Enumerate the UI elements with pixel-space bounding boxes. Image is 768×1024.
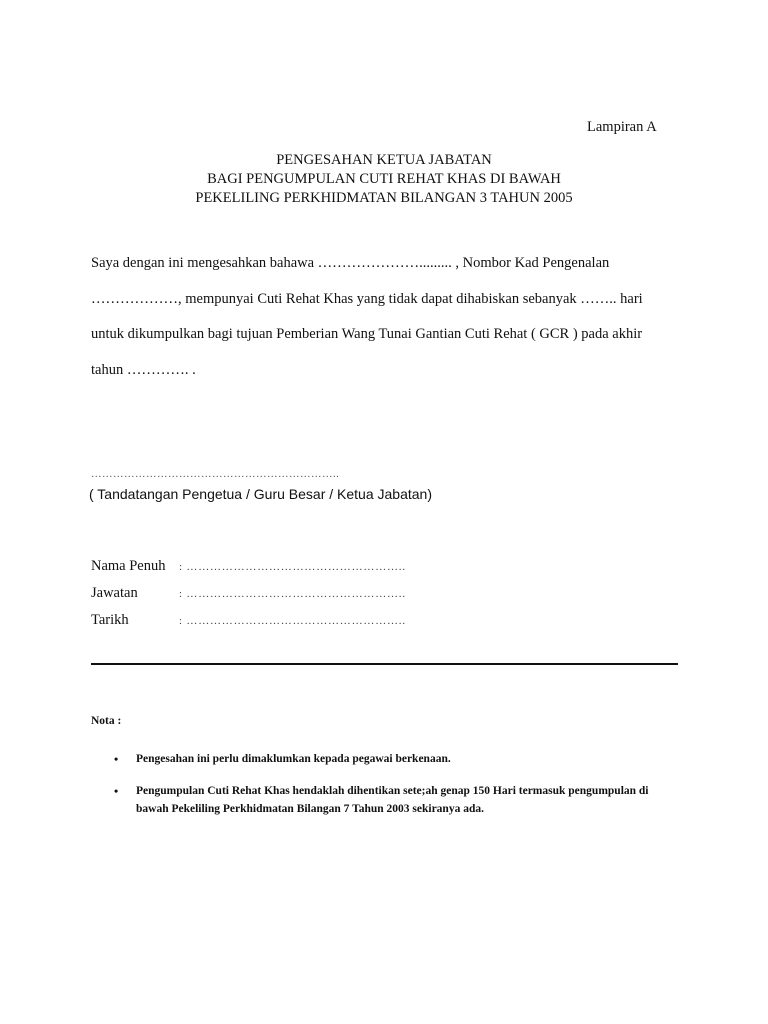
field-label: Nama Penuh: [91, 558, 166, 574]
field-label: Tarikh: [91, 612, 129, 628]
bullet-icon: •: [114, 784, 119, 798]
bullet-icon: •: [114, 752, 119, 766]
field-label: Jawatan: [91, 585, 138, 601]
title-line-3: PEKELILING PERKHIDMATAN BILANGAN 3 TAHUN 2005: [195, 190, 573, 206]
body-line-2: ………………, mempunyai Cuti Rehat Khas yang tidak dapat dihabiskan sebanyak …….. hari: [91, 291, 643, 307]
field-blank: : ………………………………………………..: [179, 561, 406, 573]
title-line-2: BAGI PENGUMPULAN CUTI REHAT KHAS DI BAWAH: [207, 171, 561, 187]
signature-line: …………………………………………………………..: [91, 469, 340, 480]
document-title: [0, 151, 768, 208]
note-text: Pengumpulan Cuti Rehat Khas hendaklah dihentikan sete;ah genap 150 Hari termasuk pengumpulan di bawah Pekeliling Perkhidmatan Bilangan 7 Tahun 2003 sekiranya ada.: [136, 785, 649, 815]
notes-heading: Nota :: [91, 715, 122, 727]
title-line-1: PENGESAHAN KETUA JABATAN: [276, 152, 492, 168]
field-blank: : ………………………………………………..: [179, 615, 406, 627]
body-line-3: untuk dikumpulkan bagi tujuan Pemberian Wang Tunai Gantian Cuti Rehat ( GCR ) pada akhir: [91, 326, 643, 342]
field-jawatan: [91, 585, 406, 602]
body-line-4: tahun …………. .: [91, 362, 196, 378]
attachment-label: Lampiran A: [587, 119, 657, 135]
field-blank: : ………………………………………………..: [179, 588, 406, 600]
body-line-1: Saya dengan ini mengesahkan bahawa …………………......... , Nombor Kad Pengenalan: [91, 255, 610, 271]
signature-caption: ( Tandatangan Pengetua / Guru Besar / Ketua Jabatan): [89, 486, 432, 502]
field-tarikh: [91, 612, 406, 629]
field-nama-penuh: [91, 558, 406, 575]
note-text: Pengesahan ini perlu dimaklumkan kepada pegawai berkenaan.: [136, 753, 451, 765]
horizontal-divider: [91, 663, 678, 665]
